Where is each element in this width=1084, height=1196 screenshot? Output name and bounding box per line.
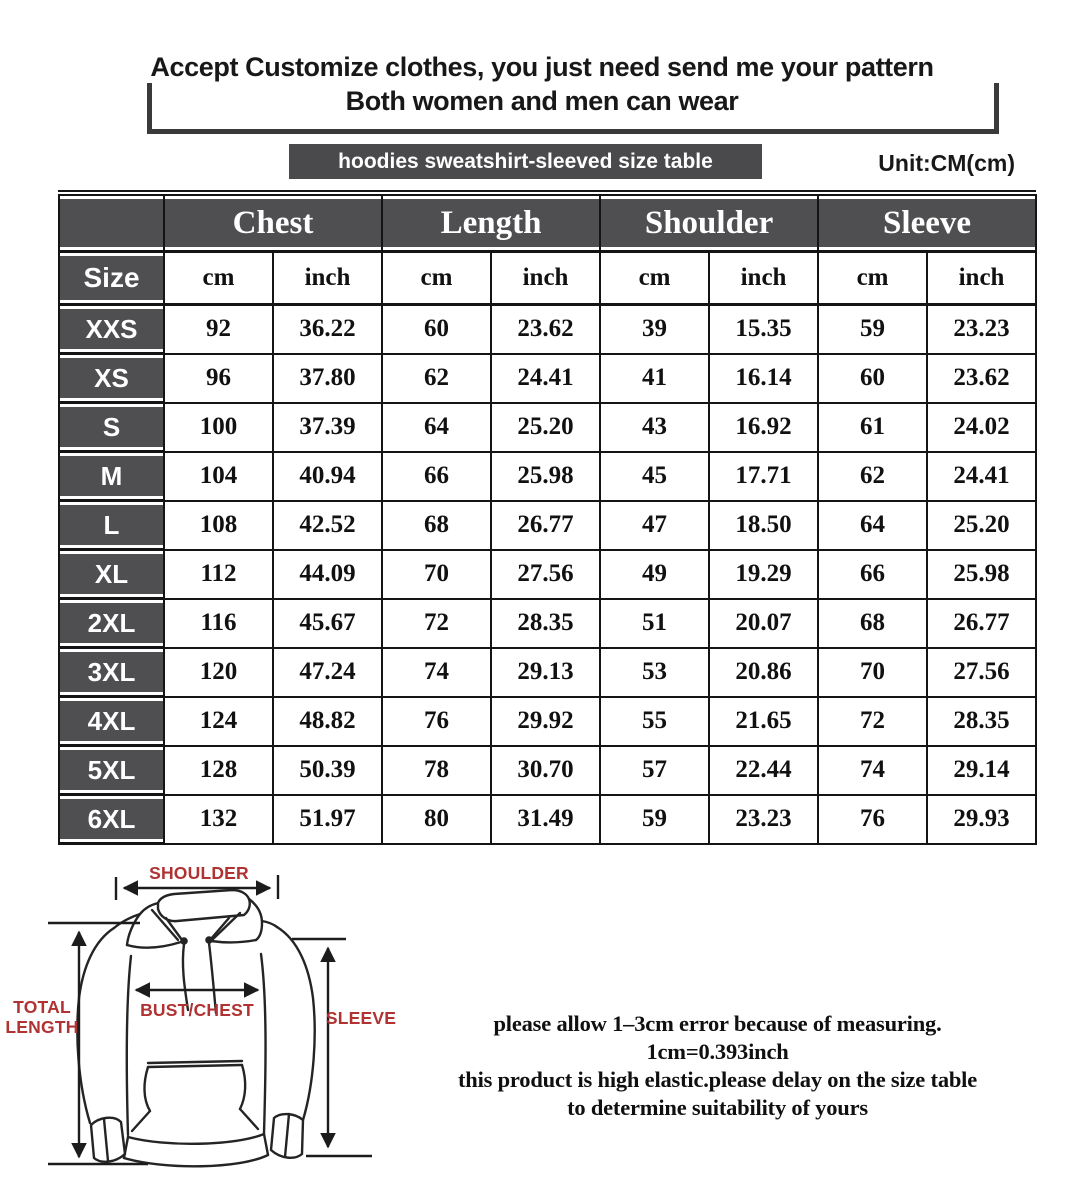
measurement-cell: 24.02	[927, 403, 1036, 452]
measurement-cell: 23.62	[491, 305, 600, 354]
header-line2: Both women and men can wear	[345, 86, 739, 116]
unit-subheader: cm	[600, 252, 709, 305]
measurement-cell: 49	[600, 550, 709, 599]
measurement-cell: 60	[818, 354, 927, 403]
note-line1: please allow 1–3cm error because of measuring.	[493, 1011, 942, 1036]
note-line4: to determine suitability of yours	[567, 1095, 868, 1120]
group-header-length: Length	[382, 195, 600, 252]
measurement-cell: 74	[382, 648, 491, 697]
measurement-cell: 66	[818, 550, 927, 599]
measurement-cell: 36.22	[273, 305, 382, 354]
size-label: 5XL	[59, 746, 164, 795]
measurement-cell: 51.97	[273, 795, 382, 844]
hoodie-illustration	[0, 855, 420, 1196]
measurement-cell: 22.44	[709, 746, 818, 795]
size-label: 6XL	[59, 795, 164, 844]
table-row	[59, 403, 1036, 452]
measurement-cell: 59	[818, 305, 927, 354]
table-row	[59, 746, 1036, 795]
measurement-cell: 23.62	[927, 354, 1036, 403]
measurement-cell: 78	[382, 746, 491, 795]
unit-subheader: inch	[491, 252, 600, 305]
measurement-cell: 26.77	[491, 501, 600, 550]
measurement-cell: 70	[818, 648, 927, 697]
unit-subheader: inch	[273, 252, 382, 305]
measurement-cell: 23.23	[709, 795, 818, 844]
size-label: 3XL	[59, 648, 164, 697]
measurement-cell: 72	[818, 697, 927, 746]
measurement-cell: 27.56	[927, 648, 1036, 697]
measurement-cell: 25.20	[491, 403, 600, 452]
hoodie-outline	[77, 890, 314, 1166]
size-column-header: Size	[59, 252, 164, 305]
measurement-cell: 20.86	[709, 648, 818, 697]
measurement-cell: 51	[600, 599, 709, 648]
total-length-label-line2: LENGTH	[5, 1017, 79, 1037]
table-row	[59, 599, 1036, 648]
measurement-cell: 37.39	[273, 403, 382, 452]
size-label: XL	[59, 550, 164, 599]
measurement-cell: 25.98	[491, 452, 600, 501]
measurement-cell: 57	[600, 746, 709, 795]
measurement-cell: 116	[164, 599, 273, 648]
measurement-cell: 24.41	[927, 452, 1036, 501]
table-title-banner: hoodies sweatshirt-sleeved size table	[289, 144, 762, 179]
measurement-cell: 44.09	[273, 550, 382, 599]
measurement-cell: 132	[164, 795, 273, 844]
table-row	[59, 550, 1036, 599]
measurement-cell: 76	[382, 697, 491, 746]
measurement-cell: 47	[600, 501, 709, 550]
size-label: S	[59, 403, 164, 452]
table-row	[59, 697, 1036, 746]
measurement-cell: 29.13	[491, 648, 600, 697]
measurement-cell: 108	[164, 501, 273, 550]
measurement-cell: 76	[818, 795, 927, 844]
measurement-cell: 62	[818, 452, 927, 501]
measurement-cell: 96	[164, 354, 273, 403]
measurement-cell: 66	[382, 452, 491, 501]
measurement-cell: 21.65	[709, 697, 818, 746]
measurement-cell: 124	[164, 697, 273, 746]
measurement-cell: 39	[600, 305, 709, 354]
measurement-cell: 55	[600, 697, 709, 746]
corner-empty-cell	[59, 195, 164, 252]
measurement-diagram	[0, 855, 420, 1196]
measurement-cell: 28.35	[927, 697, 1036, 746]
measurement-cell: 61	[818, 403, 927, 452]
size-table	[58, 194, 1037, 845]
measurement-cell: 15.35	[709, 305, 818, 354]
measurement-cell: 41	[600, 354, 709, 403]
measurement-cell: 27.56	[491, 550, 600, 599]
measurement-cell: 28.35	[491, 599, 600, 648]
unit-subheader: inch	[927, 252, 1036, 305]
size-table-wrap	[58, 190, 1036, 845]
measurement-cell: 72	[382, 599, 491, 648]
table-row	[59, 501, 1036, 550]
measurement-cell: 104	[164, 452, 273, 501]
measurement-cell: 80	[382, 795, 491, 844]
group-header-sleeve: Sleeve	[818, 195, 1036, 252]
measurement-cell: 20.07	[709, 599, 818, 648]
measurement-cell: 40.94	[273, 452, 382, 501]
table-row	[59, 795, 1036, 844]
measurement-cell: 112	[164, 550, 273, 599]
measurement-cell: 42.52	[273, 501, 382, 550]
note-line2: 1cm=0.393inch	[646, 1039, 789, 1064]
measurement-cell: 25.98	[927, 550, 1036, 599]
unit-label: Unit:CM(cm)	[878, 150, 1015, 176]
group-header-chest: Chest	[164, 195, 382, 252]
measurement-cell: 25.20	[927, 501, 1036, 550]
group-header-shoulder: Shoulder	[600, 195, 818, 252]
size-table-body	[59, 305, 1036, 844]
measurement-cell: 47.24	[273, 648, 382, 697]
bust-chest-label: BUST/CHEST	[140, 1000, 254, 1020]
measurement-cell: 68	[382, 501, 491, 550]
table-row	[59, 452, 1036, 501]
size-label: 2XL	[59, 599, 164, 648]
measurement-cell: 50.39	[273, 746, 382, 795]
subheader-row	[59, 252, 1036, 305]
measurement-cell: 16.14	[709, 354, 818, 403]
table-row	[59, 354, 1036, 403]
unit-subheader: cm	[818, 252, 927, 305]
size-label: 4XL	[59, 697, 164, 746]
sleeve-label: SLEEVE	[325, 1008, 397, 1028]
measurement-cell: 45	[600, 452, 709, 501]
measurement-cell: 128	[164, 746, 273, 795]
table-row	[59, 648, 1036, 697]
group-header-row	[59, 195, 1036, 252]
size-label: M	[59, 452, 164, 501]
measurement-cell: 59	[600, 795, 709, 844]
measurement-cell: 18.50	[709, 501, 818, 550]
measurement-cell: 26.77	[927, 599, 1036, 648]
size-label: XXS	[59, 305, 164, 354]
measurement-cell: 62	[382, 354, 491, 403]
header-line1: Accept Customize clothes, you just need send me your pattern	[150, 52, 934, 82]
measurement-cell: 45.67	[273, 599, 382, 648]
total-length-label-line1: TOTAL	[13, 997, 71, 1017]
measurement-cell: 70	[382, 550, 491, 599]
measurement-cell: 37.80	[273, 354, 382, 403]
measurement-cell: 29.93	[927, 795, 1036, 844]
measurement-cell: 16.92	[709, 403, 818, 452]
measurement-cell: 68	[818, 599, 927, 648]
size-label: XS	[59, 354, 164, 403]
size-label: L	[59, 501, 164, 550]
measurement-cell: 43	[600, 403, 709, 452]
measurement-cell: 120	[164, 648, 273, 697]
table-row	[59, 305, 1036, 354]
measurement-cell: 31.49	[491, 795, 600, 844]
notes-block	[415, 1010, 1020, 1122]
unit-subheader: inch	[709, 252, 818, 305]
measurement-cell: 74	[818, 746, 927, 795]
shoulder-label: SHOULDER	[149, 863, 249, 883]
measurement-cell: 29.92	[491, 697, 600, 746]
measurement-cell: 48.82	[273, 697, 382, 746]
measurement-cell: 23.23	[927, 305, 1036, 354]
header-underline-bracket	[147, 83, 999, 134]
measurement-cell: 24.41	[491, 354, 600, 403]
measurement-cell: 19.29	[709, 550, 818, 599]
note-line3: this product is high elastic.please delay on the size table	[457, 1067, 978, 1092]
measurement-cell: 60	[382, 305, 491, 354]
measurement-cell: 53	[600, 648, 709, 697]
unit-subheader: cm	[382, 252, 491, 305]
measurement-cell: 29.14	[927, 746, 1036, 795]
measurement-cell: 100	[164, 403, 273, 452]
unit-subheader: cm	[164, 252, 273, 305]
measurement-cell: 30.70	[491, 746, 600, 795]
measurement-cell: 92	[164, 305, 273, 354]
measurement-cell: 64	[818, 501, 927, 550]
measurement-cell: 64	[382, 403, 491, 452]
measurement-cell: 17.71	[709, 452, 818, 501]
